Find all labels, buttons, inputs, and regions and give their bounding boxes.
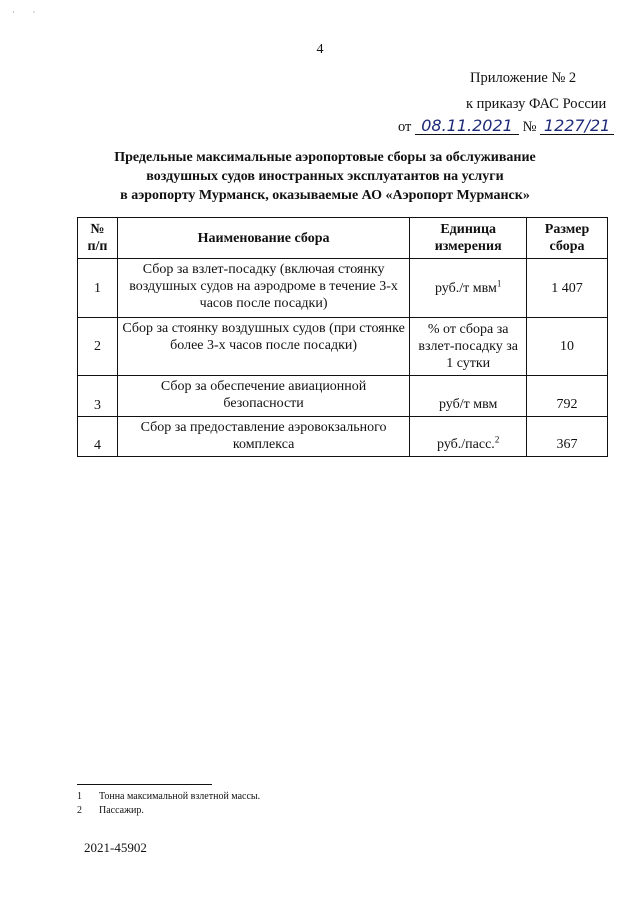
fee-size: 367 (527, 417, 608, 457)
document-title (90, 148, 560, 205)
fee-unit: руб/т мвм (410, 376, 527, 417)
footnote (77, 790, 260, 804)
row-number: 3 (78, 376, 118, 417)
title-line-2: воздушных судов иностранных эксплуатантов на услуги (146, 169, 504, 184)
number-prefix: № (522, 119, 537, 135)
fee-name: Сбор за обеспечение авиационной безопасности (117, 376, 409, 417)
fee-unit: руб./т мвм$^1$ (410, 259, 527, 318)
document-code: 2021-45902 (84, 840, 147, 855)
title-line-1: Предельные максимальные аэропортовые сборы за обслуживание (114, 150, 536, 165)
footnote-text: Тонна максимальной взлетной массы. (99, 791, 261, 802)
table-row (78, 376, 608, 417)
fee-unit: % от сбора за взлет-посадку за 1 сутки (410, 318, 527, 376)
scan-marks: · · (12, 8, 36, 17)
page-number: 4 (316, 42, 324, 57)
header-unit: Единица измерения (410, 218, 527, 259)
fee-size: 10 (527, 318, 608, 376)
fee-name: Сбор за предоставление аэровокзального комплекса (117, 417, 409, 457)
row-number: 1 (78, 259, 118, 318)
footnote-ref: 2 (494, 434, 500, 445)
footnote-index: 2 (77, 805, 82, 816)
fees-table (77, 217, 608, 457)
table-row (78, 259, 608, 318)
order-date-handwritten: 08.11.2021 (415, 118, 519, 135)
header-size: Размер сбора (527, 218, 608, 259)
footnote (77, 804, 260, 818)
appendix-label: Приложение № 2 (470, 70, 577, 86)
order-date-line (398, 118, 614, 136)
date-prefix: от (398, 119, 412, 135)
footnote-text: Пассажир. (99, 805, 144, 816)
fee-name: Сбор за стоянку воздушных судов (при стоянке более 3-х часов после посадки) (117, 318, 409, 376)
footnote-ref: 1 (496, 277, 502, 288)
row-number: 2 (78, 318, 118, 376)
table-row (78, 417, 608, 457)
row-number: 4 (78, 417, 118, 457)
fee-size: 1 407 (527, 259, 608, 318)
footnotes (77, 790, 260, 818)
table-header-row (78, 218, 608, 259)
footnote-separator (77, 784, 212, 785)
order-label: к приказу ФАС России (466, 96, 607, 112)
header-name: Наименование сбора (117, 218, 409, 259)
fee-unit: руб./пасс.$^2$ (410, 417, 527, 457)
table-row (78, 318, 608, 376)
order-number-handwritten: 1227/21 (540, 118, 614, 135)
header-num: № п/п (78, 218, 118, 259)
title-line-3: в аэропорту Мурманск, оказываемые АО «Аэропорт Мурманск» (120, 188, 530, 203)
fee-name: Сбор за взлет-посадку (включая стоянку воздушных судов на аэродроме в течение 3-х часов после посадки) (117, 259, 409, 318)
fee-size: 792 (527, 376, 608, 417)
footnote-index: 1 (77, 791, 82, 802)
